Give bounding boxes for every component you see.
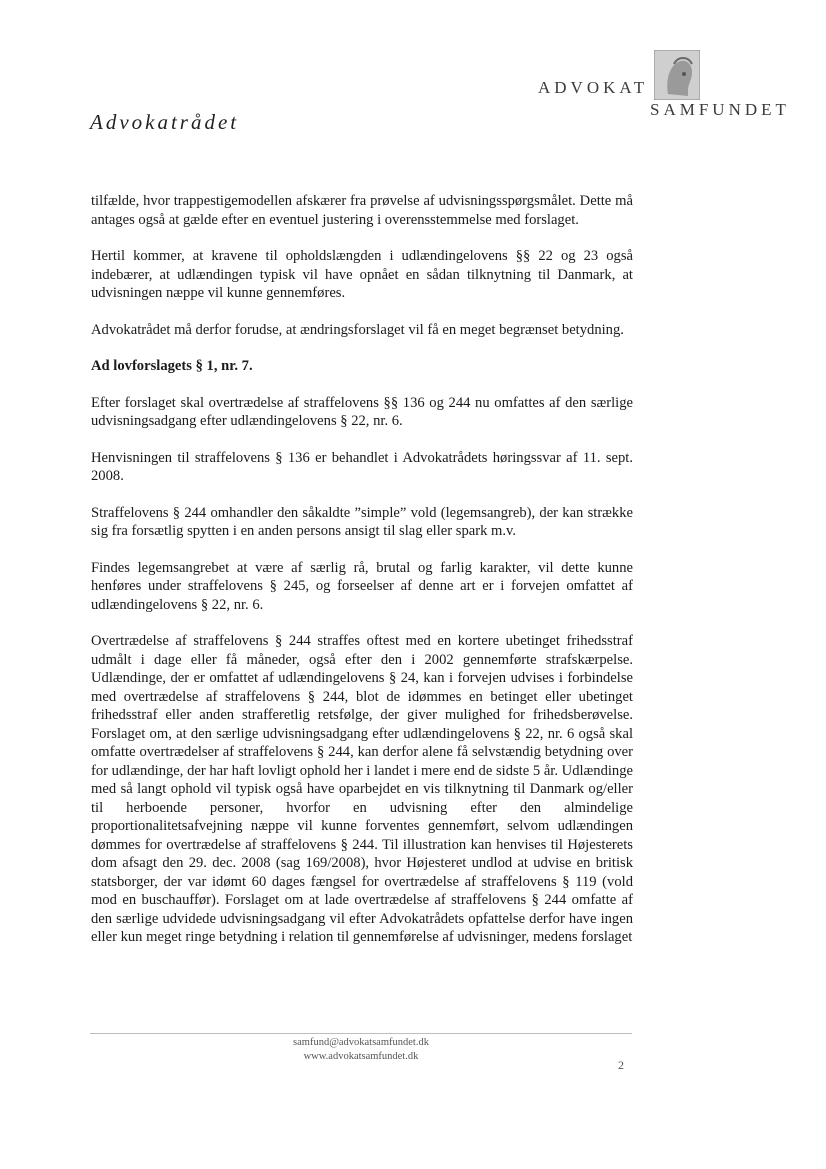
paragraph: tilfælde, hvor trappestigemodellen afskærer fra prøvelse af udvisningsspørgsmålet. Dette må antages også at gælde efter en eventuel justering i overensstemmelse med forslaget.: [91, 193, 633, 228]
section-heading: Ad lovforslagets § 1, nr. 7.: [91, 358, 253, 374]
paragraph: Efter forslaget skal overtrædelse af straffelovens §§ 136 og 244 nu omfattes af den særlige udvisningsadgang efter udlændingelovens § 22, nr. 6.: [91, 394, 633, 429]
sender-title: Advokatrådet: [90, 110, 240, 134]
footer-email: samfund@advokatsamfundet.dk: [293, 1037, 429, 1048]
page-number: 2: [618, 1058, 624, 1072]
logo-text-advokat: ADVOKAT: [538, 78, 649, 97]
helmet-head-icon: [654, 50, 700, 100]
paragraph: Findes legemsangrebet at være af særlig rå, brutal og farlig karakter, vil dette kunne henføres under straffelovens § 245, og forseelser af denne art er i forvejen omfattet af udlændingelovens § 22, nr. 6.: [91, 559, 633, 613]
letter-body: [91, 192, 633, 965]
paragraph: Overtrædelse af straffelovens § 244 straffes oftest med en kortere ubetinget frihedsstraf udmålt i dage eller få måneder, også efter den i 2002 gennemførte strafskærpelse. Udlændinge, der er omfattet af udlændingelovens § 24, kan i forvejen udvises i forbindelse med overtrædelse af straffelovens § 244, blot de idømmes en betinget eller ubetinget frihedsstraf eller anden strafferetlig retsfølge, der giver mulighed for frihedsberøvelse. Forslaget om, at den særlige udvisningsadgang efter udlændingelovens § 22, nr. 6 også skal omfatte overtrædelser af straffelovens § 244, kan derfor alene få selvstændig betydning over for udlændinge, der har haft lovligt ophold her i landet i mere end de sidste 5 år. Udlændinge med så langt ophold vil typisk også have oparbejdet en vis tilknytning til Danmark og/eller til herboende personer, hvorfor en udvisning efter den almindelige proportionalitetsafvejning næppe vil kunne forventes gennemført, selvom udlændingen dømmes for overtrædelse af straffelovens § 244. Til illustration kan henvises til Højesterets dom afsagt den 29. dec. 2008 (sag 169/2008), hvor Højesteret undlod at udvise en britisk statsborger, der var idømt 60 dages fængsel for overtrædelse af straffelovens § 119 (vold mod en buschauffør). Forslaget om at lade overtrædelse af straffelovens § 244 omfatte af den særlige udvidede udvisningsadgang vil efter Advokatrådets opfattelse derfor have ingen eller kun meget ringe betydning i relation til gennemførelse af udvisninger, medens forslaget: [91, 633, 633, 945]
footer-contact: [90, 1036, 632, 1064]
paragraph: Straffelovens § 244 omhandler den såkaldte ”simple” vold (legemsangreb), der kan strække sig fra forsætlig spytten i en anden persons ansigt til slag eller spark m.v.: [91, 504, 633, 539]
paragraph: Hertil kommer, at kravene til opholdslængden i udlændingelovens §§ 22 og 23 også indebærer, at udlændingen typisk vil have opnået en sådan tilknytning til Danmark, at udvisningen næppe vil kunne gennemføres.: [91, 248, 633, 301]
paragraph: Henvisningen til straffelovens § 136 er behandlet i Advokatrådets høringssvar af 11. sept. 2008.: [91, 449, 633, 484]
logo-text-samfundet: SAMFUNDET: [650, 100, 790, 119]
paragraph: Advokatrådet må derfor forudse, at ændringsforslaget vil få en meget begrænset betydning.: [91, 321, 624, 338]
footer-website: www.advokatsamfundet.dk: [303, 1051, 419, 1062]
footer-divider: [90, 1033, 632, 1034]
